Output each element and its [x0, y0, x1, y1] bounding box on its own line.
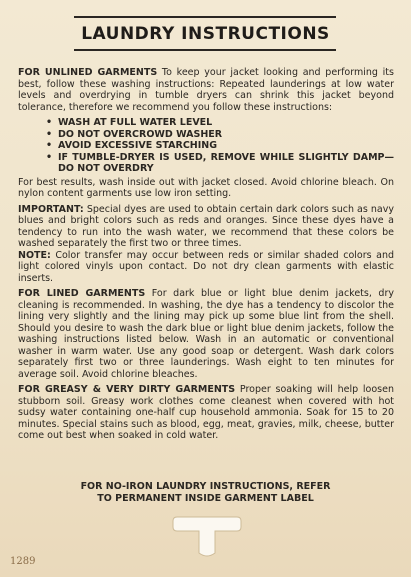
- footer-line-2: TO PERMANENT INSIDE GARMENT LABEL: [97, 493, 314, 504]
- note-text: Color transfer may occur between reds or similar shaded colors and light colored vinyls upon contact. Do not dry clean garments with elastic inserts.: [18, 249, 394, 284]
- step-item: • AVOID EXCESSIVE STARCHING: [18, 140, 394, 152]
- handwritten-mark: 1289: [10, 556, 36, 567]
- lined-text: For dark blue or light blue denim jackets, dry cleaning is recommended. In washing, the dye has a tendency to discolor the lining very slightly and the lining may pick up some blue lint from the shell. Should you desire to wash the dark blue or light blue denim jackets, follow the washing instructions listed below. Wash in an automatic or conventional washer in warm water. Use any good soap or detergent. Wash dark colors separately first two or three launderings. Wash eight to ten minutes for average soil. Avoid chlorine bleaches.: [18, 288, 394, 380]
- important-text: Special dyes are used to obtain certain dark colors such as navy blues and bright colors such as reds and oranges. Since these dyes have a tendency to run into the wash water, we recommend that these colors be washed separately the first two or three times.: [18, 203, 394, 249]
- unlined-after: For best results, wash inside out with jacket closed. Avoid chlorine bleach. On nylon content garments use low iron setting.: [18, 176, 394, 199]
- important-section: [18, 204, 394, 285]
- step-item: • DO NOT OVERCROWD WASHER: [18, 129, 394, 141]
- lined-section: [18, 288, 394, 380]
- step-item: • WASH AT FULL WATER LEVEL: [18, 117, 394, 129]
- important-heading: IMPORTANT:: [18, 203, 84, 215]
- unlined-text: To keep your jacket looking and performing its best, follow these washing instructions: Repeated launderings at low water levels and overdrying in tumble dryers can shrink this jacket beyond tolerance, therefore we recommend you follow these instructions:: [18, 67, 394, 113]
- unlined-heading: FOR UNLINED GARMENTS: [18, 67, 158, 78]
- footer-line-1: FOR NO-IRON LAUNDRY INSTRUCTIONS, REFER: [80, 481, 331, 492]
- page-title: LAUNDRY INSTRUCTIONS: [81, 24, 330, 44]
- hanger-hole-icon: [167, 513, 247, 563]
- greasy-heading: FOR GREASY & VERY DIRTY GARMENTS: [18, 384, 236, 395]
- unlined-section: [18, 67, 394, 113]
- greasy-section: [18, 384, 394, 442]
- unlined-steps: [18, 117, 394, 175]
- title-rule-top: [74, 16, 336, 18]
- lined-heading: FOR LINED GARMENTS: [18, 288, 146, 299]
- step-item: • IF TUMBLE-DRYER IS USED, REMOVE WHILE SLIGHTLY DAMP—DO NOT OVERDRY: [18, 152, 394, 175]
- greasy-text: Proper soaking will help loosen stubborn soil. Greasy work clothes come cleanest when covered with hot sudsy water containing one-half cup household ammonia. Soak for 15 to 20 minutes. Special stains such as blood, egg, meat, gravies, milk, cheese, butter come out best when soaked in cold water.: [18, 384, 394, 441]
- note-heading: NOTE:: [18, 249, 51, 261]
- title-rule-bottom: [74, 49, 336, 51]
- footer-note: [0, 481, 411, 505]
- instructions-body: [18, 67, 394, 446]
